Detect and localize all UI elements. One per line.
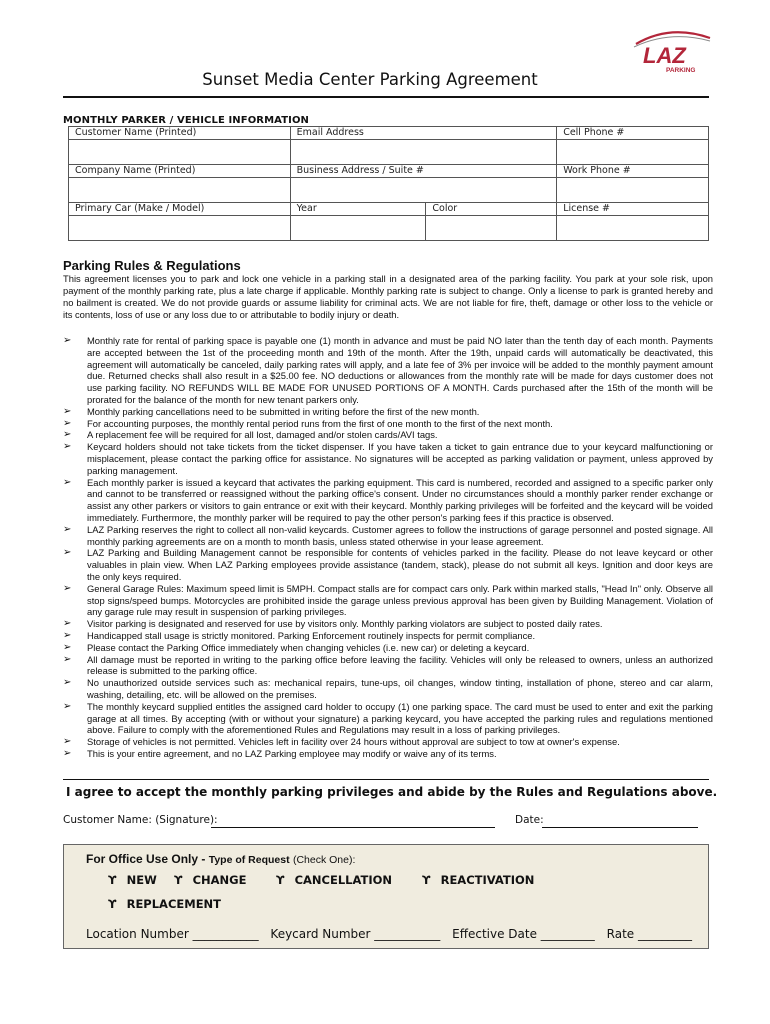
checkbox-icon[interactable]: ϒ (108, 897, 117, 911)
primary-car-label: Primary Car (Make / Model) (69, 203, 291, 216)
page-title: Sunset Media Center Parking Agreement (202, 70, 538, 89)
title-divider (63, 96, 709, 98)
keycard-number-field[interactable]: Keycard Number ___________ (270, 927, 441, 941)
arrow-bullet-icon: ➢ (63, 747, 72, 759)
rule-text: For accounting purposes, the monthly rental period runs from the first of one month to the first of the next month. (87, 417, 553, 429)
rule-item (63, 406, 713, 418)
rule-text: This is your entire agreement, and no LAZ Parking employee may modify or waive any of its terms. (87, 747, 497, 759)
rule-item (63, 418, 713, 430)
option-replacement[interactable] (108, 897, 221, 911)
arrow-bullet-icon: ➢ (63, 677, 72, 689)
arrow-bullet-icon: ➢ (63, 405, 72, 417)
rule-item (63, 524, 713, 548)
year-field[interactable] (290, 216, 426, 241)
laz-parking-logo (630, 30, 712, 74)
arrow-bullet-icon: ➢ (63, 476, 72, 488)
rule-text: No unauthorized outside services such as: mechanical repairs, tune-ups, oil changes, window tinting, installation of phone, stereo and car alarm, washing, detailing, etc. will be allowed on the premises. (87, 677, 713, 700)
checkbox-icon[interactable]: ϒ (422, 873, 431, 887)
rate-field[interactable]: Rate _________ (606, 927, 692, 941)
office-use-box (63, 844, 709, 949)
agreement-divider (63, 779, 709, 780)
rule-item (63, 429, 713, 441)
company-name-field[interactable] (69, 178, 291, 203)
rule-text: LAZ Parking reserves the right to collect all non-valid keycards. Customer agrees to follow the instructions of garage personnel and posted signage. All monthly parking agreements are on a month to month basis, unless stated otherwise in your lease agreement. (87, 523, 713, 547)
rule-item (63, 701, 713, 736)
option-cancellation-label: CANCELLATION (294, 873, 393, 887)
rule-text: Keycard holders should not take tickets from the ticket dispenser. If you have taken a ticket to gain entrance due to your keycard malfunctioning or misplacement, please contact the parking office for assistance. No signatures will be accepted as parking validation or payment, unless approved by parking management. (87, 441, 713, 476)
work-phone-label: Work Phone # (557, 165, 709, 178)
business-address-label: Business Address / Suite # (290, 165, 557, 178)
arrow-bullet-icon: ➢ (63, 582, 72, 594)
color-label: Color (426, 203, 557, 216)
office-fields-row (86, 927, 700, 941)
rule-item (63, 477, 713, 524)
rule-text: Storage of vehicles is not permitted. Vehicles left in facility over 24 hours without approval are subject to tow at owner's expense. (87, 736, 620, 748)
option-replacement-label: REPLACEMENT (126, 897, 222, 911)
rule-text: Monthly parking cancellations need to be submitted in writing before the first of the new month. (87, 405, 480, 417)
svg-text:LAZ: LAZ (643, 43, 686, 68)
rule-text: Please contact the Parking Office immediately when changing vehicles (i.e. new car) or deleting a keycard. (87, 641, 530, 653)
option-change[interactable] (174, 873, 246, 887)
date-line[interactable] (542, 827, 698, 828)
intro-paragraph: This agreement licenses you to park and lock one vehicle in a parking stall in a designated area of the parking facility. You park at your sole risk, upon payment of the monthly parking rate, plus a late charge if applicable. Monthly parking rate is subject to change. Only a license to park is granted hereby and no bailment is created. We do not provide guards or assume liability for criminal acts. We are not liable for fire, theft, damage or other loss to the vehicle or its contents, loss of use or any loss due to or attributable to bodily injury or death. (63, 273, 713, 320)
rule-text: All damage must be reported in writing to the parking office before leaving the facility. Vehicles will only be released to owners, unless an authorized release is submitted to the parking office. (87, 653, 713, 677)
arrow-bullet-icon: ➢ (63, 547, 72, 559)
rule-item (63, 748, 713, 760)
option-new-label: NEW (126, 873, 157, 887)
arrow-bullet-icon: ➢ (63, 618, 72, 630)
customer-name-field[interactable] (69, 140, 291, 165)
cell-phone-label: Cell Phone # (557, 127, 709, 140)
rule-item (63, 677, 713, 701)
rule-item (63, 642, 713, 654)
rule-item (63, 630, 713, 642)
rule-text: Visitor parking is designated and reserved for use by visitors only. Monthly parking violators are subject to posted daily rates. (87, 618, 603, 630)
rules-heading: Parking Rules & Regulations (63, 258, 241, 273)
arrow-bullet-icon: ➢ (63, 523, 72, 535)
checkbox-icon[interactable]: ϒ (174, 873, 183, 887)
arrow-bullet-icon: ➢ (63, 653, 72, 665)
primary-car-field[interactable] (69, 216, 291, 241)
signature-line[interactable] (211, 827, 495, 828)
arrow-bullet-icon: ➢ (63, 641, 72, 653)
option-reactivation-label: REACTIVATION (440, 873, 535, 887)
option-new[interactable] (108, 873, 157, 887)
request-type-label: Type of Request (208, 854, 290, 866)
company-name-label: Company Name (Printed) (69, 165, 291, 178)
option-cancellation[interactable] (276, 873, 392, 887)
option-change-label: CHANGE (192, 873, 247, 887)
effective-date-field[interactable]: Effective Date _________ (452, 927, 595, 941)
rule-text: Each monthly parker is issued a keycard that activates the parking equipment. This card is numbered, recorded and assigned to a specific parker only and cannot to be transferred or reassigned without the parking office's consent. Under no circumstances should a monthly parker render exchange or assist any other parkers or visitors to gain entrance or exit with their keycard. Monthly parking privileges will be forfeited and the keycard will be voided immediately. Furthermore, the monthly parker will be required to pay the other person's parking fees if this practice is observed. (87, 476, 713, 523)
rule-item (63, 618, 713, 630)
rules-list (63, 335, 713, 760)
svg-text:PARKING: PARKING (666, 67, 696, 74)
checkbox-icon[interactable]: ϒ (276, 873, 285, 887)
rule-item (63, 441, 713, 476)
rule-item (63, 547, 713, 582)
email-label: Email Address (290, 127, 557, 140)
arrow-bullet-icon: ➢ (63, 335, 72, 346)
rule-text: Handicapped stall usage is strictly monitored. Parking Enforcement routinely inspects for permit compliance. (87, 629, 536, 641)
rule-item (63, 583, 713, 618)
rule-item (63, 335, 713, 406)
option-reactivation[interactable] (422, 873, 534, 887)
vehicle-info-heading: MONTHLY PARKER / VEHICLE INFORMATION (63, 115, 310, 126)
license-field[interactable] (557, 216, 709, 241)
rule-text: General Garage Rules: Maximum speed limit is 5MPH. Compact stalls are for compact cars only. Park within marked stalls, "Head In" only. Observe all stop signs/speed bumps. Motorcycles are prohibited inside the garage unless previous approval has been given by Building Management. Violation of any garage rule may result in suspension of parking privileges. (87, 582, 713, 618)
rule-text: A replacement fee will be required for all lost, damaged and/or stolen cards/AVI tags. (87, 429, 438, 441)
year-label: Year (290, 203, 426, 216)
business-address-field[interactable] (290, 178, 557, 203)
rule-text: Monthly rate for rental of parking space is payable one (1) month in advance and must be paid NO later than the tenth day of each month. Payments are accepted between the 1st of the proceeding month and 19th of the month. After the 19th, unpaid cards will automatically be deactivated, this agreement will automatically be canceled, daily parking rates will apply, and a late fee of 3% per invoice will be added to the monthly payment amount due. Returned checks shall also result in a $25.00 fee. NO deductions or allowances from the monthly rate will be made for days customer does not use parking facility. NO REFUNDS WILL BE MADE FOR UNUSED PORTIONS OF A MONTH. Cards purchased after the 15th of the month will be prorated for the balance of the month for new tenant parkers only. (87, 335, 713, 405)
work-phone-field[interactable] (557, 178, 709, 203)
arrow-bullet-icon: ➢ (63, 417, 72, 429)
rule-item (63, 654, 713, 678)
location-number-field[interactable]: Location Number ___________ (86, 927, 259, 941)
rule-text: LAZ Parking and Building Management cannot be responsible for contents of vehicles parked in the facility. Please do not leave keycard or other valuables in plain view. When LAZ Parking employees provide assistance (tandem, stack), please do not submit all keys. Ignition and door keys are the only keys required. (87, 547, 713, 582)
arrow-bullet-icon: ➢ (63, 429, 72, 441)
agreement-statement: I agree to accept the monthly parking privileges and abide by the Rules and Regulations above. (66, 785, 718, 799)
customer-name-label: Customer Name (Printed) (69, 127, 291, 140)
arrow-bullet-icon: ➢ (63, 736, 72, 748)
arrow-bullet-icon: ➢ (63, 700, 72, 712)
email-field[interactable] (290, 140, 557, 165)
rule-text: The monthly keycard supplied entitles the assigned card holder to occupy (1) one parking space. The card must be used to enter and exit the parking garage at all times. By accepting (with or without your signature) a parking keycard, you have accepted the parking rules and regulations mentioned above. Failure to comply with the aforementioned Rules and Regulations may result in a loss of parking privileges. (87, 700, 713, 736)
office-use-heading (86, 852, 355, 866)
license-label: License # (557, 203, 709, 216)
arrow-bullet-icon: ➢ (63, 441, 72, 453)
cell-phone-field[interactable] (557, 140, 709, 165)
signature-label: Customer Name: (Signature): (63, 814, 218, 826)
arrow-bullet-icon: ➢ (63, 629, 72, 641)
color-field[interactable] (426, 216, 557, 241)
check-one-hint: (Check One): (292, 854, 356, 866)
vehicle-info-table (68, 126, 709, 241)
rule-item (63, 736, 713, 748)
office-use-title: For Office Use Only - (86, 852, 206, 866)
checkbox-icon[interactable]: ϒ (108, 873, 117, 887)
date-label: Date: (515, 814, 544, 826)
